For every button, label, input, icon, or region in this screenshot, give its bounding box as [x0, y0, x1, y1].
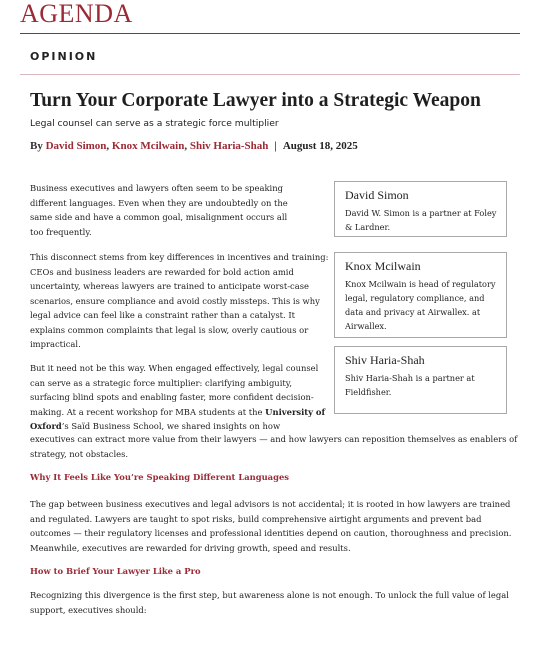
author-card-knox-mcilwain	[334, 252, 507, 338]
masthead-divider	[20, 33, 520, 34]
paragraph-intro: Business executives and lawyers often seem to be speaking different languages. Even when they are undoubtedly on the same side and have a common goal, misalignment occurs all too frequently.	[30, 183, 288, 237]
author-card-bio: Knox Mcilwain is head of regulatory legal, regulatory compliance, and data and privacy at Airwallex. at Airwallex.	[345, 279, 496, 331]
author-card-name: Shiv Haria-Shah	[345, 353, 425, 367]
paragraph-disconnect: This disconnect stems from key differences in incentives and training: CEOs and business leaders are rewarded for bold action amid uncertainty, whereas lawyers are trained to anticipate worst-case scenarios, ensure compliance and avoid costly missteps. This is why legal advice can feel like a constraint rather than a catalyst. It explains common complaints that legal is slow, overly cautious or impractical.	[30, 252, 329, 349]
author-card-name: Knox Mcilwain	[345, 259, 421, 273]
paragraph-force-multiplier: But it need not be this way. When engaged effectively, legal counsel can serve as a strategic force multiplier: clarifying ambiguity, surfacing blind spots and enabling faster, more confident decision-making. At a recent workshop for MBA students at the University of Oxford’s Saïd Business School, we shared insights on how	[30, 363, 326, 431]
byline-prefix: By	[30, 140, 46, 152]
masthead-logo[interactable]: AGENDA	[20, 0, 133, 28]
subhead-brief-your-lawyer: How to Brief Your Lawyer Like a Pro	[30, 566, 201, 576]
author-link-david-simon[interactable]: David Simon	[45, 140, 107, 152]
byline: By David Simon, Knox Mcilwain, Shiv Haria-Shah | August 18, 2025	[30, 140, 358, 152]
author-card-name: David Simon	[345, 188, 409, 202]
author-link-shiv-haria-shah[interactable]: Shiv Haria-Shah	[189, 140, 269, 152]
author-card-shiv-haria-shah	[334, 346, 507, 414]
author-card-bio: Shiv Haria-Shah is a partner at Fieldfisher.	[345, 373, 475, 397]
section-label[interactable]: OPINION	[30, 50, 98, 63]
oxford-link[interactable]: University of Oxford	[30, 406, 326, 431]
section-divider	[20, 74, 520, 75]
paragraph-gap: The gap between business executives and legal advisors is not accidental; it is rooted in how lawyers are trained and regulated. Lawyers are taught to spot risks, build comprehensive airtight arguments and prevent bad outcomes — their regulatory licenses and professional identities depend on caution, thoroughness and precision. Meanwhile, executives are rewarded for driving growth, speed and results.	[30, 499, 512, 553]
article-dek: Legal counsel can serve as a strategic force multiplier	[30, 118, 279, 129]
author-link-knox-mcilwain[interactable]: Knox Mcilwain	[111, 140, 185, 152]
byline-separator: |	[274, 140, 277, 152]
paragraph-force-multiplier-continued: executives can extract more value from their lawyers — and how lawyers can reposition themselves as enablers of strategy, not obstacles.	[30, 434, 518, 459]
publish-date: August 18, 2025	[282, 140, 358, 152]
author-card-david-simon	[334, 181, 507, 237]
subhead-different-languages: Why It Feels Like You’re Speaking Different Languages	[30, 472, 289, 482]
author-card-bio: David W. Simon is a partner at Foley & Lardner.	[345, 208, 497, 232]
article-headline: Turn Your Corporate Lawyer into a Strategic Weapon	[30, 90, 481, 111]
paragraph-recognizing: Recognizing this divergence is the first step, but awareness alone is not enough. To unlock the full value of legal support, executives should:	[30, 590, 509, 615]
